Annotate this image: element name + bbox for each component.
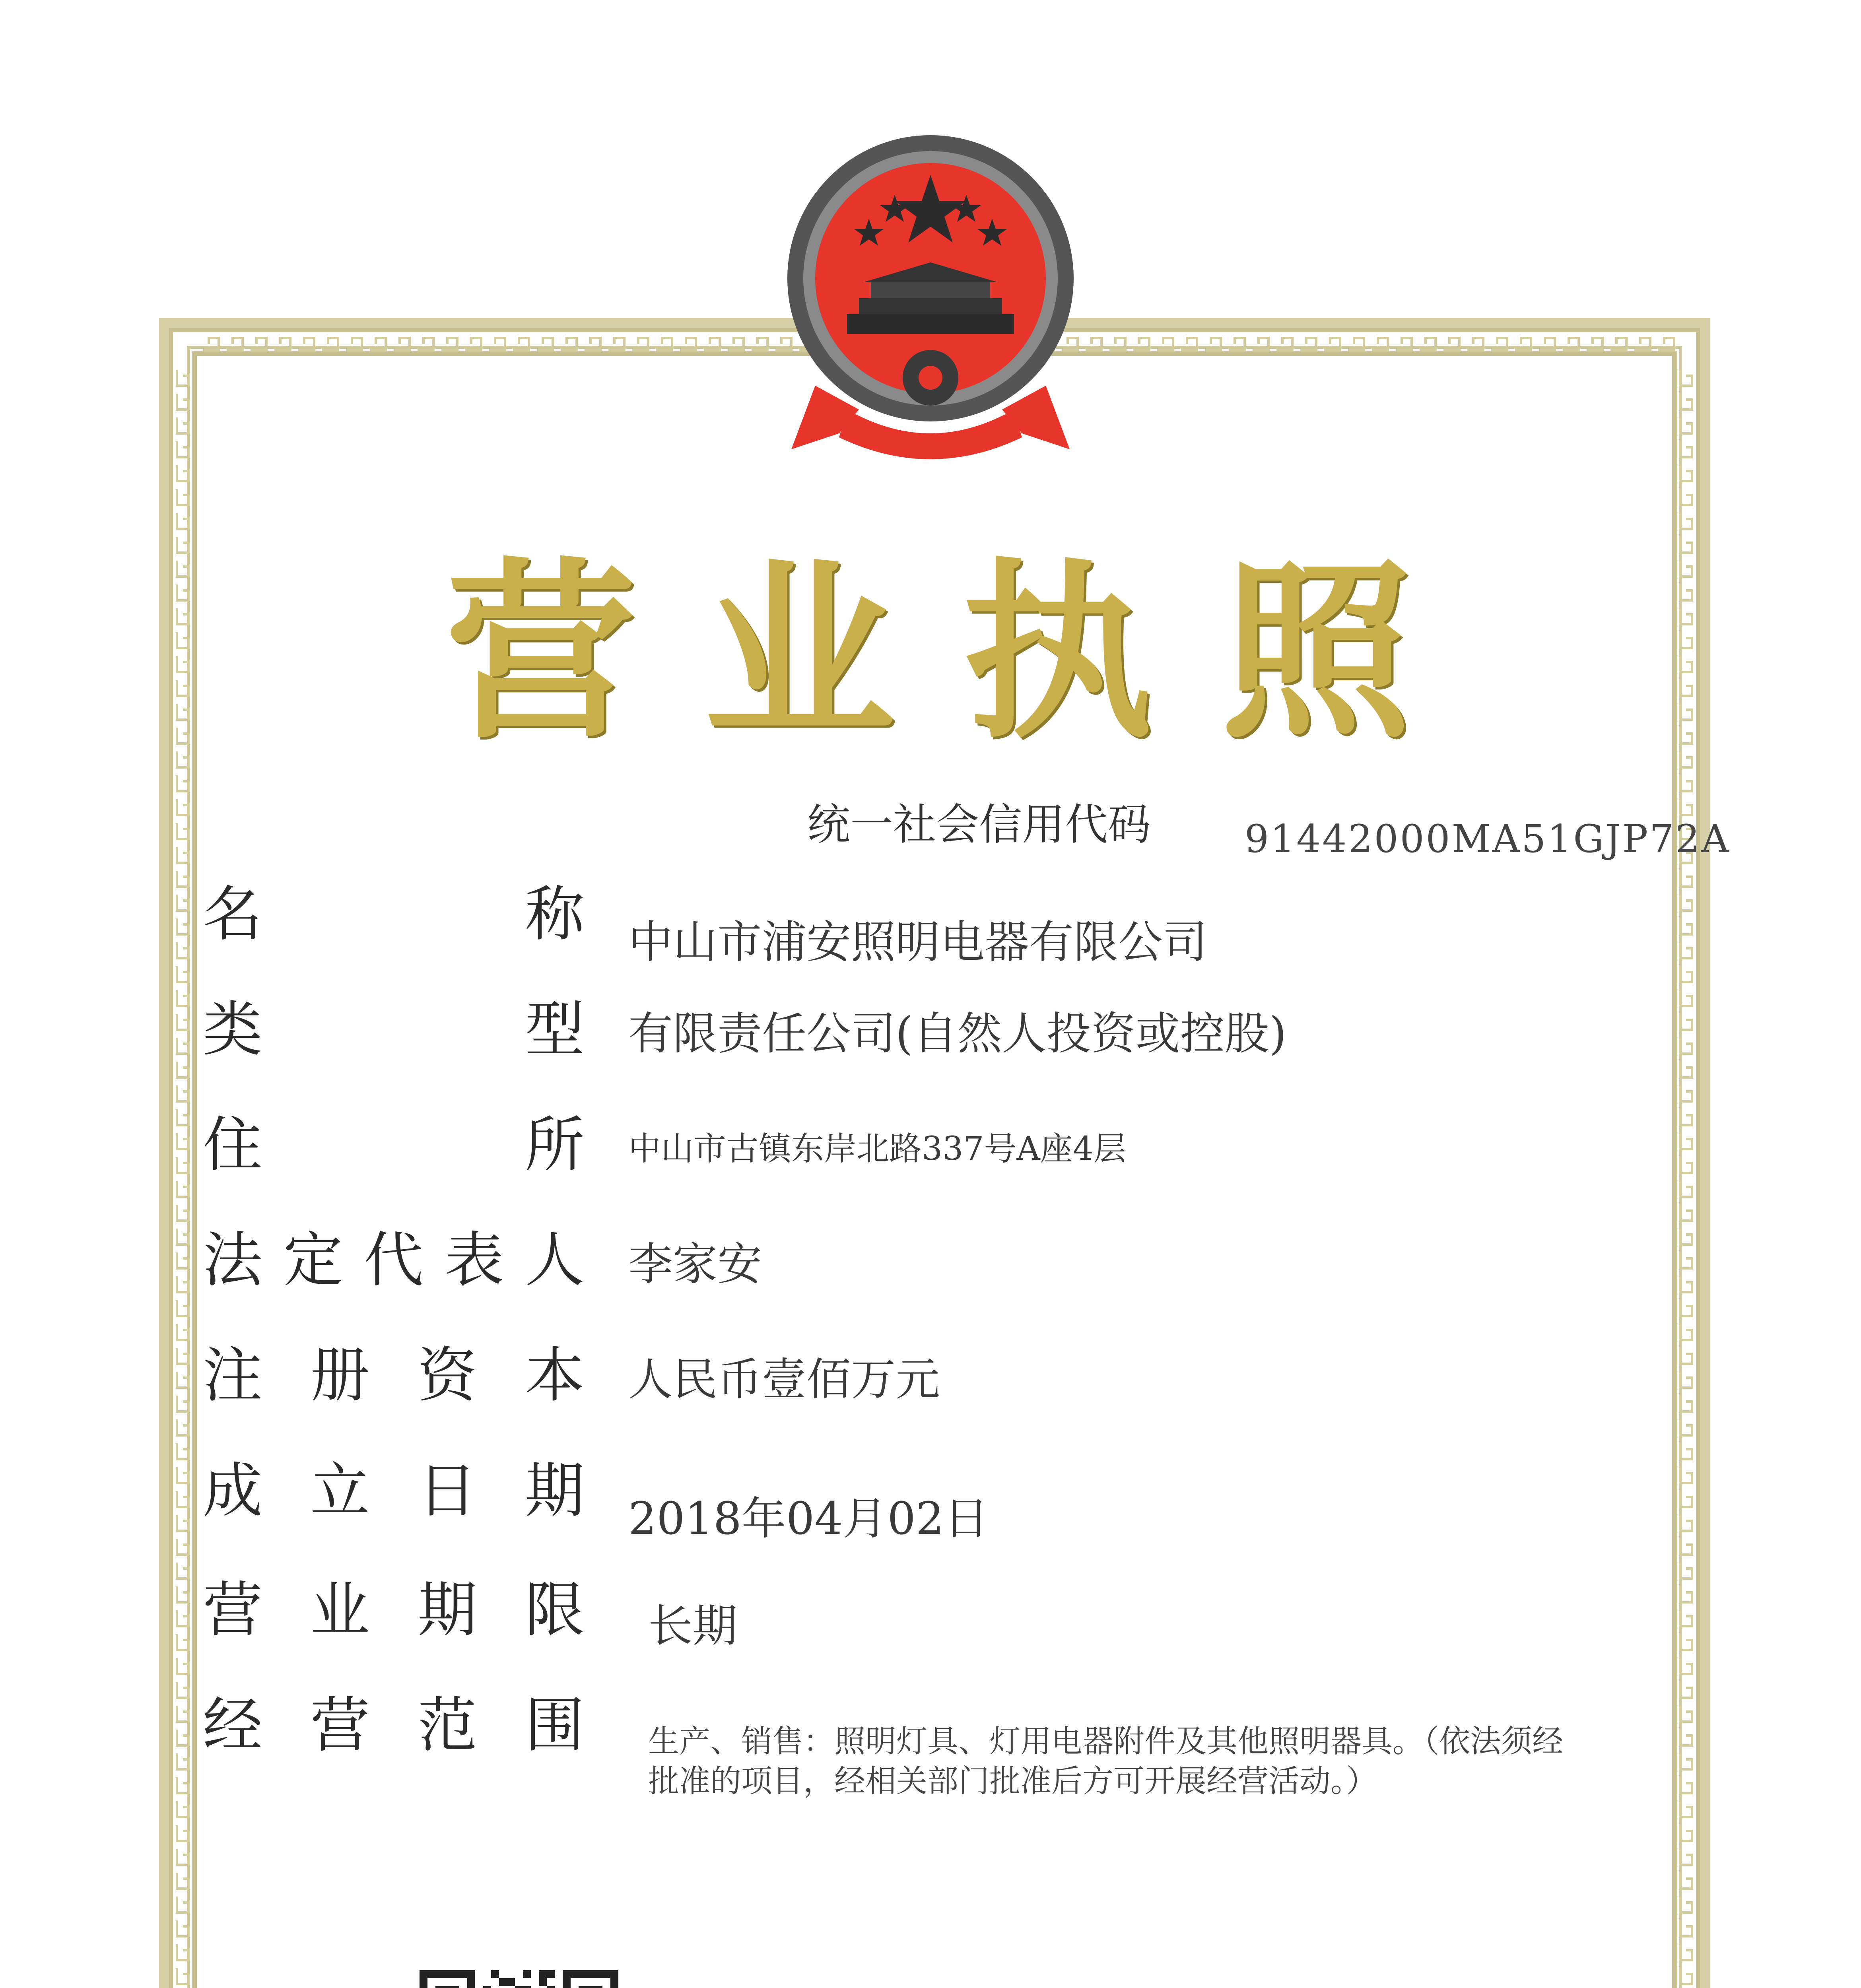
label-char: 业 [310, 1576, 370, 1645]
field-value-established: 2018年04月02日 [628, 1493, 989, 1545]
document-title: 营业执照 [445, 540, 1479, 764]
label-char: 成 [203, 1456, 263, 1526]
label-char: 型 [524, 995, 585, 1064]
field-label-capital [203, 1336, 592, 1415]
qr-code-icon [420, 1970, 618, 1988]
label-char: 人 [524, 1226, 585, 1295]
label-char: 期 [417, 1576, 477, 1645]
label-char: 限 [524, 1576, 585, 1645]
label-char: 称 [524, 880, 585, 949]
field-label-term [203, 1571, 592, 1650]
label-char: 注 [203, 1341, 263, 1410]
label-char: 定 [283, 1226, 343, 1295]
field-value-capital: 人民币壹佰万元 [628, 1354, 940, 1406]
label-char: 经 [203, 1691, 263, 1760]
field-label-scope [203, 1686, 592, 1765]
label-char: 表 [444, 1226, 504, 1295]
label-char: 住 [203, 1110, 263, 1180]
field-label-address [203, 1105, 592, 1185]
national-emblem-icon [767, 131, 1094, 481]
label-char: 本 [524, 1341, 585, 1410]
field-label-type [203, 990, 592, 1070]
label-char: 法 [203, 1226, 263, 1295]
label-char: 日 [417, 1456, 477, 1526]
label-char: 营 [310, 1691, 370, 1760]
field-value-legal-rep: 李家安 [628, 1239, 762, 1290]
label-char: 营 [203, 1576, 263, 1645]
credit-code-label: 统一社会信用代码 [807, 800, 1151, 850]
field-label-name [203, 875, 592, 954]
field-value-address: 中山市古镇东岸北路337号A座4层 [628, 1130, 1126, 1168]
label-char: 册 [310, 1341, 370, 1410]
credit-code-value: 91442000MA51GJP72A [1245, 817, 1731, 861]
label-char: 立 [310, 1456, 370, 1526]
label-char: 围 [524, 1691, 585, 1760]
label-char: 资 [417, 1341, 477, 1410]
label-char: 所 [524, 1110, 585, 1180]
label-char: 名 [203, 880, 263, 949]
label-char: 范 [417, 1691, 477, 1760]
field-label-legal-rep [203, 1221, 592, 1300]
field-value-name: 中山市浦安照明电器有限公司 [628, 916, 1207, 968]
field-value-scope: 生产、销售：照明灯具、灯用电器附件及其他照明器具。（依法须经批准的项目，经相关部门批准后方可开展经营活动。） [648, 1724, 1564, 1799]
field-value-type: 有限责任公司(自然人投资或控股) [628, 1008, 1287, 1060]
label-char: 类 [203, 995, 263, 1064]
field-value-term: 长期 [648, 1600, 737, 1652]
label-char: 代 [363, 1226, 423, 1295]
field-label-established [203, 1451, 592, 1531]
label-char: 期 [524, 1456, 585, 1526]
